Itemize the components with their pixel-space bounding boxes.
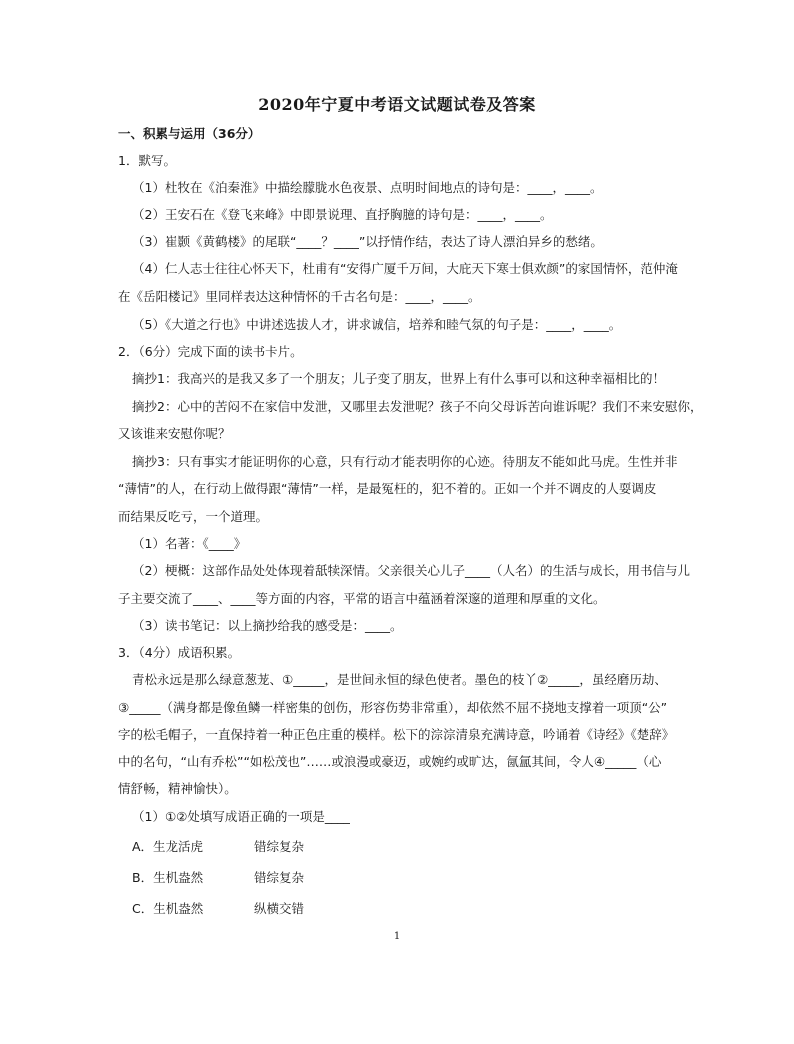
option-a-label: A．生龙活虎 [132, 839, 204, 854]
q2-part-2b: 子主要交流了____、____等方面的内容，平常的语言中蕴涵着深邃的道理和厚重的文化。 [118, 591, 606, 606]
excerpt-3c: 而结果反吃亏，一个道理。 [118, 509, 269, 524]
q1-item-2: （2）王安石在《登飞来峰》中即景说理、直抒胸臆的诗句是：____，____。 [132, 207, 553, 222]
option-a-value: 错综复杂 [254, 839, 305, 854]
excerpt-1: 摘抄1：我高兴的是我又多了一个朋友；儿子变了朋友，世界上有什么事可以和这种幸福相比的！ [132, 371, 665, 386]
q3-text-1: 青松永远是那么绿意葱茏、①_____，是世间永恒的绿色使者。墨色的枝丫②_____，虽经磨历劫、 [132, 672, 667, 687]
q1-item-4b: 在《岳阳楼记》里同样表达这种情怀的千古名句是：____，____。 [118, 289, 481, 304]
q1-item-3: （3）崔颢《黄鹤楼》的尾联“____？____”以抒情作结，表达了诗人漂泊异乡的愁绪。 [132, 234, 603, 249]
q1-item-1: （1）杜牧在《泊秦淮》中描绘朦胧水色夜景、点明时间地点的诗句是：____，____。 [132, 180, 603, 195]
q1-item-5: （5）《大道之行也》中讲述选拔人才，讲求诚信，培养和睦气氛的句子是：____，____。 [132, 317, 622, 332]
q3-sub-1: （1）①②处填写成语正确的一项是____ [132, 809, 350, 824]
q3-text-4: 中的名句，“山有乔松”“如松茂也”……或浪漫或豪迈，或婉约或旷达，氤氲其间，令人④_____（心 [118, 754, 662, 769]
excerpt-3b: “薄情”的人，在行动上做得跟“薄情”一样，是最冤枉的，犯不着的。正如一个并不调皮的人耍调皮 [118, 481, 657, 496]
q3-text-3: 字的松毛帽子，一直保持着一种正色庄重的模样。松下的淙淙清泉充满诗意，吟诵着《诗经》《楚辞》 [118, 727, 675, 742]
excerpt-2a: 摘抄2：心中的苦闷不在家信中发泄，又哪里去发泄呢？孩子不向父母诉苦向谁诉呢？我们不来安慰你， [132, 399, 703, 414]
option-b-value: 错综复杂 [254, 870, 305, 885]
option-a [132, 840, 392, 854]
question-2-heading: 2．（6分）完成下面的读书卡片。 [118, 344, 303, 359]
q2-part-3: （3）读书笔记：以上摘抄给我的感受是：____。 [132, 618, 403, 633]
option-b-label: B．生机盎然 [132, 870, 204, 885]
option-c-value: 纵横交错 [254, 901, 305, 916]
q3-text-5: 情舒畅，精神愉快）。 [118, 781, 237, 796]
page-title: 2020年宁夏中考语文试题试卷及答案 [258, 95, 536, 114]
q2-part-1: （1）名著：《____》 [132, 536, 247, 551]
q3-text-2: ③_____（满身都是像鱼鳞一样密集的创伤，形容伤势非常重），却依然不屈不挠地支撑着一项顶“公” [118, 700, 668, 715]
question-1-heading: 1．默写。 [118, 153, 176, 168]
page-number: 1 [393, 931, 401, 942]
excerpt-3a: 摘抄3：只有事实才能证明你的心意，只有行动才能表明你的心迹。待朋友不能如此马虎。生性并非 [132, 454, 678, 469]
option-c [132, 902, 392, 916]
q2-part-2a: （2）梗概：这部作品处处体现着舐犊深情。父亲很关心儿子____（人名）的生活与成长，用书信与儿 [132, 563, 690, 578]
section-heading: 一、积累与运用（36分） [118, 126, 261, 141]
option-c-label: C．生机盎然 [132, 901, 204, 916]
option-b [132, 871, 392, 885]
q1-item-4a: （4）仁人志士往往心怀天下，杜甫有“安得广厦千万间，大庇天下寒士俱欢颜”的家国情怀，范仲淹 [132, 261, 678, 276]
excerpt-2b: 又该谁来安慰你呢？ [118, 426, 231, 441]
question-3-heading: 3．（4分）成语积累。 [118, 645, 241, 660]
